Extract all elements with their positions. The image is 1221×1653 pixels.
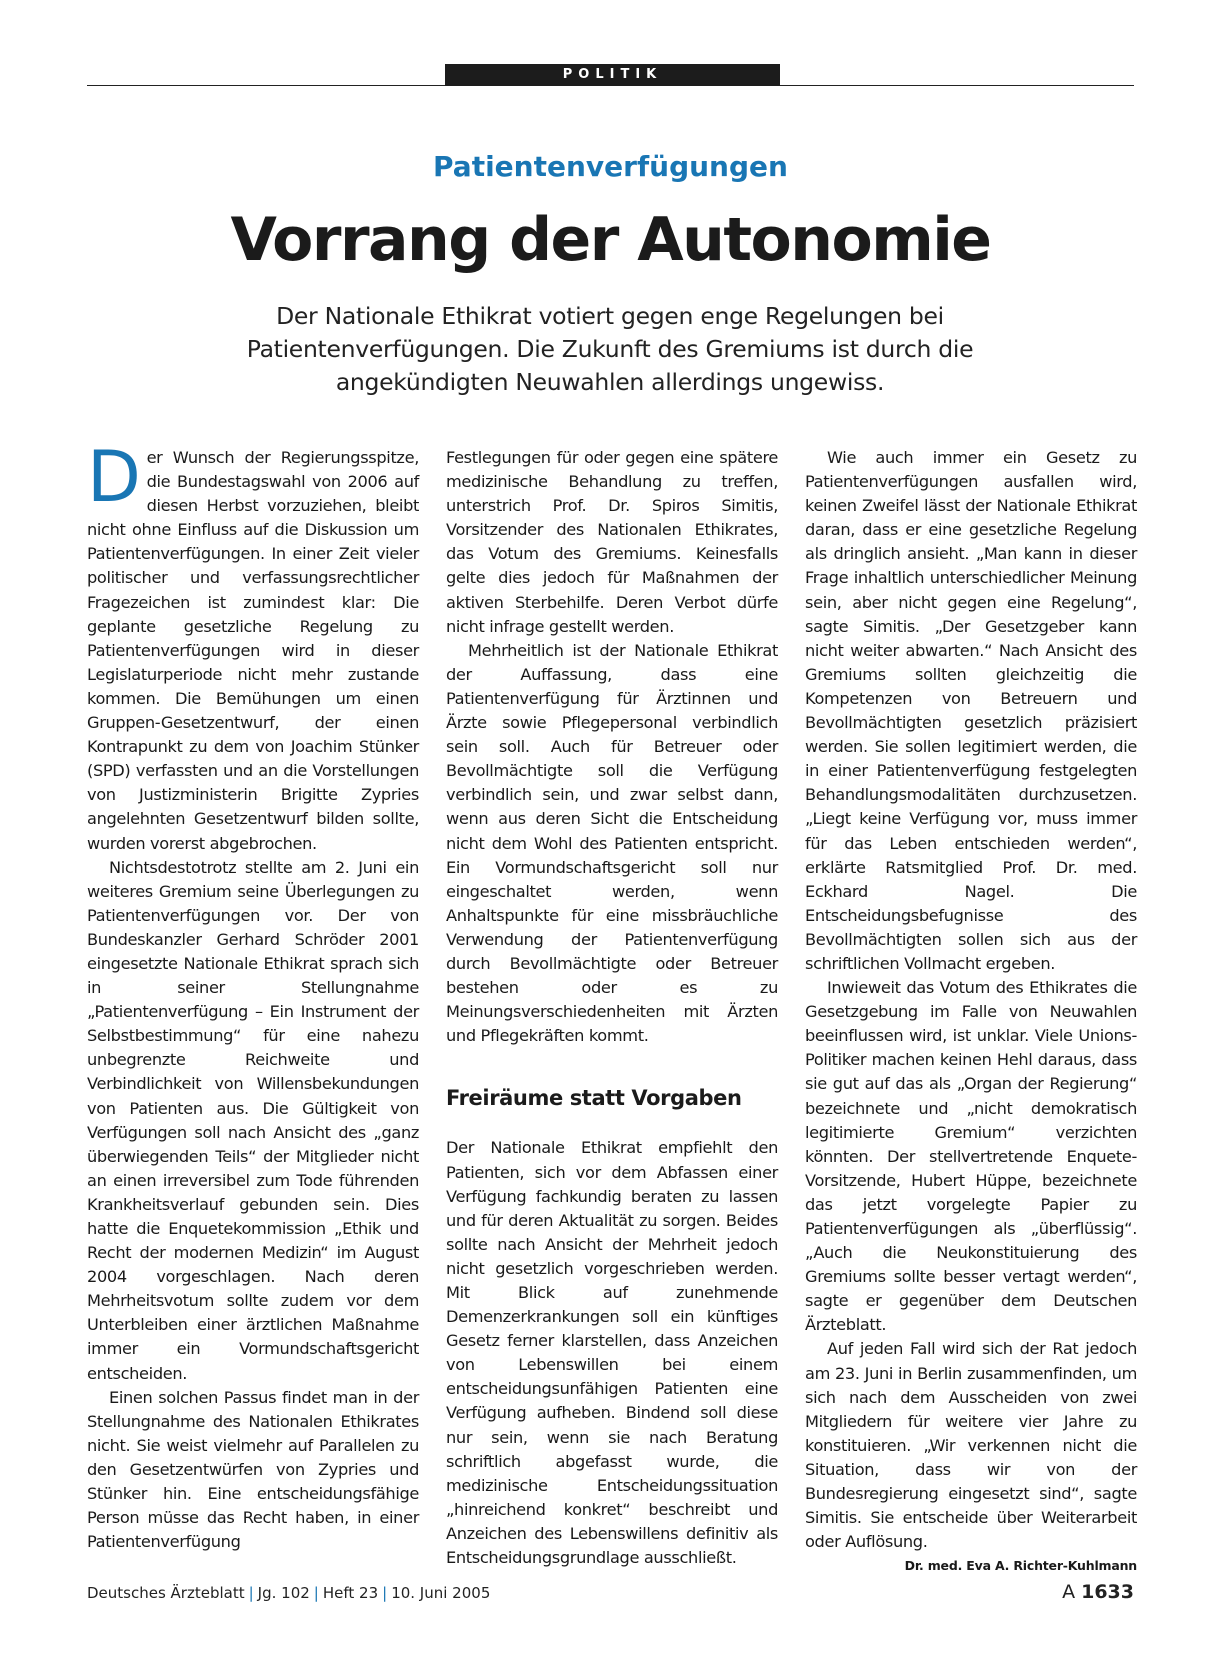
author-byline: Dr. med. Eva A. Richter-Kuhlmann [904, 1558, 1137, 1574]
paragraph: Wie auch immer ein Gesetz zu Patientenverfügungen ausfallen wird, keinen Zweifel lässt der Nationale Ethikrat daran, dass er eine gesetzliche Regelung als dringlich ansieht. „Man kann in dieser Frage inhaltlich unterschiedlicher Meinung sein, aber nicht gegen eine Regelung“, sagte Simitis. „Der Gesetzgeber kann nicht weiter abwarten.“ Nach Ansicht des Gremiums sollten gleichzeitig die Kompetenzen von Betreuern und Bevollmächtigten gesetzlich präzisiert werden. Sie sollen legitimiert werden, die in einer Patientenverfügung festgelegten Behandlungsmodalitäten durchzusetzen. „Liegt keine Verfügung vor, muss immer für das Leben entschieden werden“, erklärte Ratsmitglied Prof. Dr. med. Eckhard Nagel. Die Entscheidungsbefugnisse des Bevollmächtigten sollen sich aus der schriftlichen Vollmacht ergeben. [805, 448, 1137, 973]
issue: Heft 23 [322, 1584, 379, 1602]
paragraph-text: Auf jeden Fall wird sich der Rat jedoch am 23. Juni in Berlin zusammenfinden, um sich nach dem Ausscheiden von zwei Mitgliedern für weitere vier Jahre zu konstituieren. „Wir verkennen nicht die Situation, dass wir von der Bundesregierung eingesetzt sind“, sagte Simitis. Sie entscheide über Weiterarbeit oder Auflösung. [805, 1339, 1137, 1552]
lead-text: Der Nationale Ethikrat votiert gegen enge Regelungen bei Patientenverfügungen. Die Zukunft des Gremiums ist durch die angekündigten Neuwahlen allerdings ungewiss. [246, 302, 974, 396]
paragraph [805, 1337, 1137, 1574]
paragraph: Festlegungen für oder gegen eine spätere medizinische Behandlung zu treffen, unterstrich Prof. Dr. Spiros Simitis, Vorsitzender des Nationalen Ethikrates, das Votum des Gremiums. Keinesfalls gelte dies jedoch für Maßnahmen der aktiven Sterbehilfe. Deren Verbot dürfe nicht infrage gestellt werden. [446, 448, 778, 636]
headline: Vorrang der Autonomie [230, 205, 991, 275]
paragraph: Inwieweit das Votum des Ethikrates die Gesetzgebung im Falle von Neuwahlen beeinflussen wird, ist unklar. Viele Unions-Politiker machen keinen Hehl daraus, dass sie gut auf das als „Organ der Regierung“ bezeichnete und „nicht demokratisch legitimierte Gremium“ verzichten könnten. Der stellvertretende Enquete-Vorsitzende, Hubert Hüppe, bezeichnete das jetzt vorgelegte Papier zu Patientenverfügungen als „überflüssig“. „Auch die Neukonstituierung des Gremiums sollte besser vertagt werden“, sagte er gegenüber dem Deutschen Ärzteblatt. [805, 978, 1137, 1335]
article-column-2 [446, 446, 778, 1570]
section-label: POLITIK [445, 64, 780, 86]
paragraph: Mehrheitlich ist der Nationale Ethikrat der Auffassung, dass eine Patientenverfügung für Ärztinnen und Ärzte sowie Pflegepersonal verbindlich sein soll. Auch für Betreuer oder Bevollmächtigte soll die Verfügung verbindlich sein, und zwar selbst dann, wenn aus deren Sicht die Entscheidung nicht dem Wohl des Patienten entspricht. Ein Vormundschaftsgericht soll nur eingeschaltet werden, wenn Anhaltspunkte für eine missbräuchliche Verwendung der Patientenverfügung durch Bevollmächtigte oder Betreuer bestehen oder es zu Meinungsverschiedenheiten mit Ärzten und Pflegekräften kommt. [446, 640, 778, 1046]
article-column-1 [87, 436, 419, 1554]
article-column-3 [805, 446, 1137, 1578]
journal-name: Deutsches Ärzteblatt [87, 1584, 245, 1602]
footer: Deutsches Ärzteblatt | Jg. 102 | Heft 23 | 10. Juni 2005 A 1633 [87, 1581, 1134, 1603]
paragraph: Einen solchen Passus findet man in der Stellungnahme des Nationalen Ethikrates nicht. Sie weist vielmehr auf Parallelen zu den Gesetzentwürfen von Zypries und Stünker hin. Eine entscheidungsfähige Person müsse das Recht haben, in einer Patientenverfügung [87, 1387, 419, 1552]
paragraph: Der Nationale Ethikrat empfiehlt den Patienten, sich vor dem Abfassen einer Verfügung fachkundig beraten zu lassen und für deren Aktualität zu sorgen. Beides sollte nach Ansicht der Mehrheit jedoch nicht gesetzlich vorgeschrieben werden. Mit Blick auf zunehmende Demenzerkrankungen soll ein künftiges Gesetz ferner klarstellen, dass Anzeichen von Lebenswillen bei einem entscheidungsunfähigen Patienten eine Verfügung aufheben. Bindend soll diese nur sein, wenn sie nach Beratung schriftlich abgefasst wurde, die medizinische Entscheidungssituation „hinreichend konkret“ beschreibt und Anzeichen des Lebenswillens definitiv als Entscheidungsgrundlage ausschließt. [446, 1138, 778, 1568]
volume: Jg. 102 [257, 1584, 310, 1602]
paragraph: Der Wunsch der Regierungsspitze, die Bundestagswahl von 2006 auf diesen Herbst vorzuziehen, bleibt nicht ohne Einfluss auf die Diskussion um Patientenverfügungen. In einer Zeit vieler politischer und verfassungsrechtlicher Fragezeichen ist zumindest klar: Die geplante gesetzliche Regelung zu Patientenverfügungen wird in dieser Legislaturperiode nicht mehr zustande kommen. Die Bemühungen um einen Gruppen-Gesetzentwurf, der einen Kontrapunkt zu dem von Joachim Stünker (SPD) verfassten und an die Vorstellungen von Justizministerin Brigitte Zypries angelehnten Gesetzentwurf bilden sollte, wurden vorerst abgebrochen. [87, 436, 419, 853]
page-number: A 1633 [1062, 1581, 1134, 1603]
kicker: Patientenverfügungen [433, 150, 788, 183]
date: 10. Juni 2005 [391, 1584, 491, 1602]
drop-cap: D [87, 436, 141, 518]
subhead: Freiräume statt Vorgaben [446, 1086, 742, 1111]
paragraph: Nichtsdestotrotz stellte am 2. Juni ein weiteres Gremium seine Überlegungen zu Patientenverfügungen vor. Der von Bundeskanzler Gerhard Schröder 2001 eingesetzte Nationale Ethikrat sprach sich in seiner Stellungnahme „Patientenverfügung – Ein Instrument der Selbstbestimmung“ für eine nahezu unbegrenzte Reichweite und Verbindlichkeit von Willensbekundungen von Patienten aus. Die Gültigkeit von Verfügungen soll nach Ansicht des „ganz überwiegenden Teils“ der Mitglieder nicht an einen irreversibel zum Tode führenden Krankheitsverlauf gebunden sein. Dies hatte die Enquetekommission „Ethik und Recht der modernen Medizin“ im August 2004 vorgeschlagen. Nach deren Mehrheitsvotum sollte zudem vor dem Unterbleiben einer ärztlichen Maßnahme immer ein Vormundschaftsgericht entscheiden. [87, 857, 419, 1383]
